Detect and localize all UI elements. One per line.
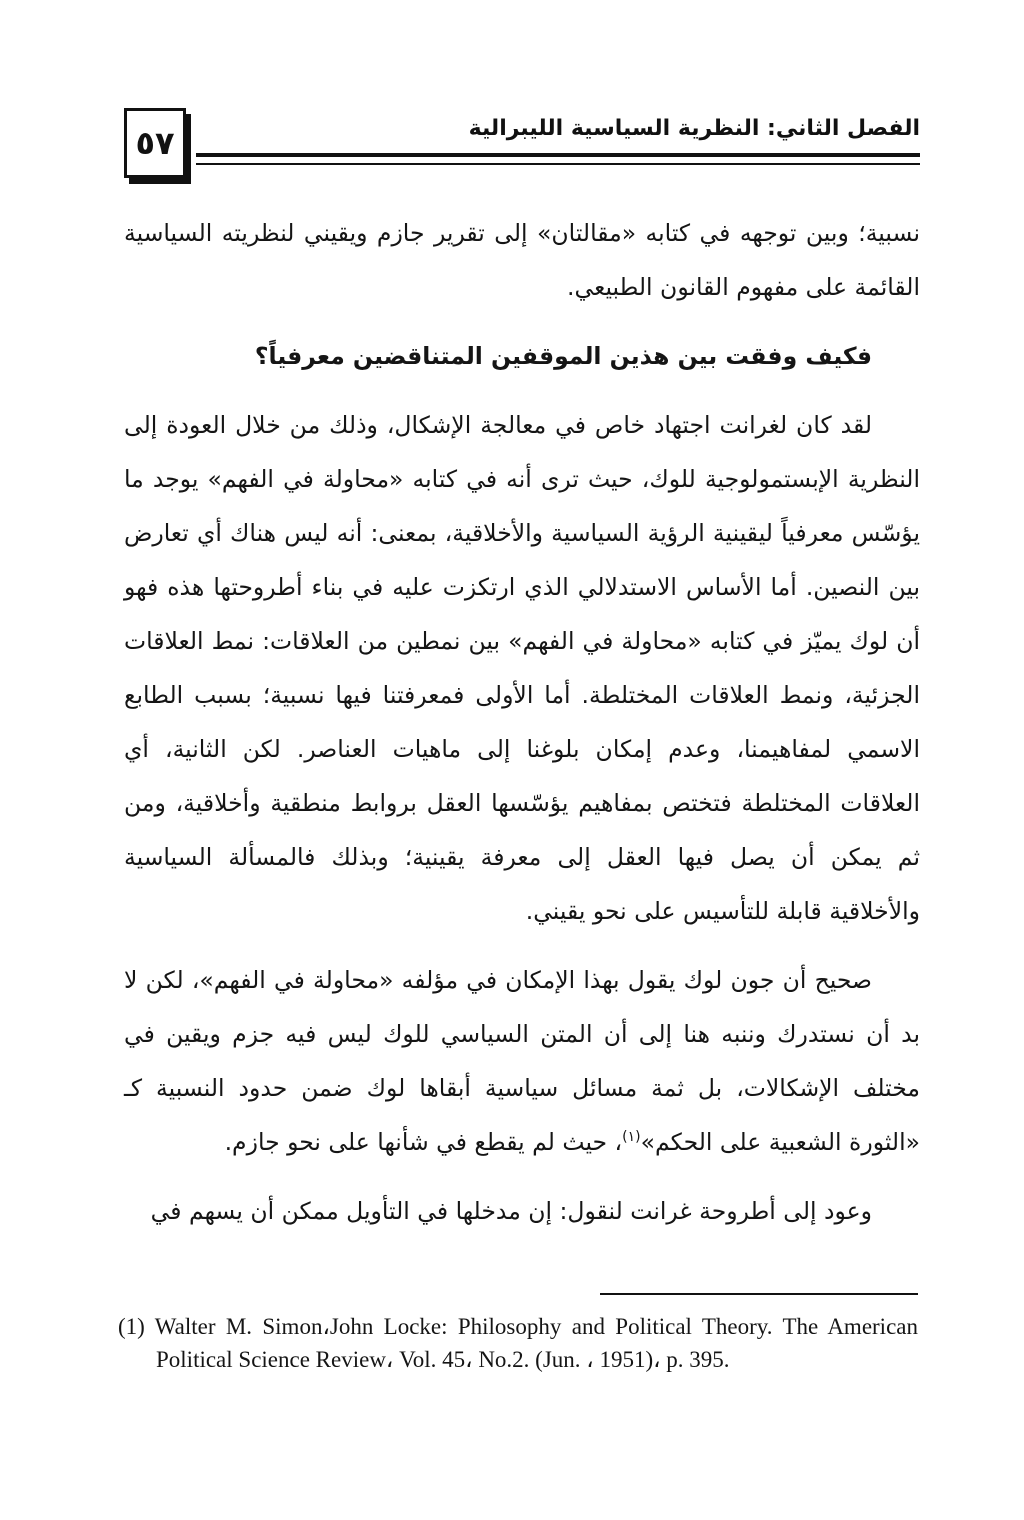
paragraph-4: وعود إلى أطروحة غرانت لنقول: إن مدخلها في التأويل ممكن أن يسهم في bbox=[150, 1197, 872, 1225]
page-number: ٥٧ bbox=[135, 124, 175, 162]
header-rule-thin bbox=[196, 163, 920, 165]
page-header bbox=[124, 108, 920, 188]
question-heading: فكيف وفقت بين هذين الموقفين المتناقضين معرفياً؟ bbox=[254, 342, 872, 370]
footnote-separator bbox=[600, 1293, 918, 1295]
footnote-reference: (١) bbox=[622, 1129, 641, 1146]
header-rule-thick bbox=[196, 153, 920, 157]
paragraph-1: نسبية؛ وبين توجهه في كتابه «مقالتان» إلى تقرير جازم ويقيني لنظريته السياسية القائمة على مفهوم القانون الطبيعي. bbox=[124, 219, 920, 301]
paragraph-3-text-a: صحيح أن جون لوك يقول بهذا الإمكان في مؤلفه «محاولة في الفهم»، لكن لا بد أن نستدرك وننبه هنا إلى أن المتن السياسي للوك ليس فيه جزم ويقين في مختلف الإشكالات، بل ثمة مسائل سياسية أبقاها لوك ضمن حدود النسبية كـ «الثورة الشعبية على الحكم» bbox=[124, 966, 920, 1156]
paragraph-3 bbox=[124, 953, 920, 1169]
footnote: (1) Walter M. Simon،John Locke: Philosophy and Political Theory. The American Political Science Review، Vol. 45، No.2. (Jun. ، 1951)، p. 395. bbox=[118, 1314, 918, 1372]
paragraph-2: لقد كان لغرانت اجتهاد خاص في معالجة الإشكال، وذلك من خلال العودة إلى النظرية الإبستمولوجية للوك، حيث ترى أنه في كتابه «محاولة في الفهم» يوجد ما يؤسّس معرفياً ليقينية الرؤية السياسية والأخلاقية، بمعنى: أنه ليس هناك أي تعارض بين النصين. أما الأساس الاستدلالي الذي ارتكزت عليه في بناء أطروحتها هذه فهو أن لوك يميّز في كتابه «محاولة في الفهم» بين نمطين من العلاقات: نمط العلاقات الجزئية، ونمط العلاقات المختلطة. أما الأولى فمعرفتنا فيها نسبية؛ بسبب الطابع الاسمي لمفاهيمنا، وعدم إمكان بلوغنا إلى ماهيات العناصر. لكن الثانية، أي العلاقات المختلطة فتختص بمفاهيم يؤسّسها العقل بروابط منطقية وأخلاقية، ومن ثم يمكن أن يصل فيها العقل إلى معرفة يقينية؛ وبذلك فالمسألة السياسية والأخلاقية قابلة للتأسيس على نحو يقيني. bbox=[124, 411, 920, 925]
page-number-box bbox=[124, 108, 186, 178]
paragraph-3-text-b: ، حيث لم يقطع في شأنها على نحو جازم. bbox=[224, 1128, 623, 1156]
body-text bbox=[124, 206, 920, 1253]
running-title: الفصل الثاني: النظرية السياسية الليبرالية bbox=[468, 116, 920, 141]
